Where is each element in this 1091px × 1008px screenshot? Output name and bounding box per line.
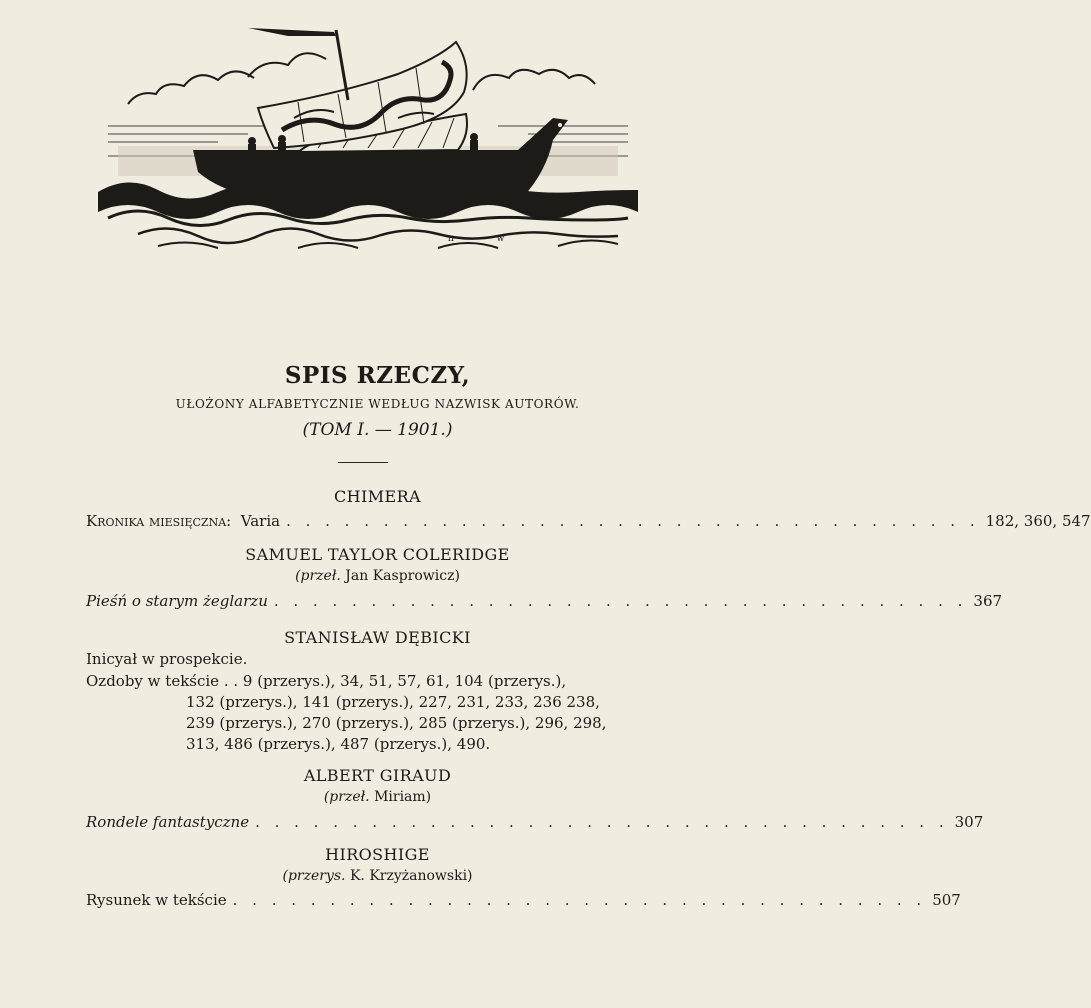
author-heading: STANISŁAW DĘBICKI (284, 628, 471, 647)
entry-text: Inicyał w prospekcie. (86, 650, 248, 668)
entry-continuation: 239 (przerys.), 270 (przerys.), 285 (przerys.), 296, 298, (186, 714, 607, 732)
entry-continuation: 132 (przerys.), 141 (przerys.), 227, 231, 233, 236 238, (186, 693, 600, 711)
entry-label: Kronika miesięczna: Varia (86, 512, 281, 530)
leader-dots: . . . . . . . . . . . . . . . . . . . . . . . . . . . . . . . . . . . . (273, 592, 968, 610)
toc-entry (86, 813, 984, 831)
author-heading: CHIMERA (334, 487, 421, 506)
entry-continuation: 313, 486 (przerys.), 487 (przerys.), 490. (186, 735, 491, 753)
toc-entry (86, 592, 1003, 610)
vignette-monogram: n w (448, 234, 525, 244)
ship-vignette-illustration (98, 22, 638, 254)
leader-dots: . . . . . . . . . . . . . . . . . . . . . . . . . . . . . . . . . . . . (286, 512, 980, 530)
divider-rule (338, 462, 388, 463)
author-heading: SAMUEL TAYLOR COLERIDGE (245, 545, 510, 564)
volume-label: (TOM I. — 1901.) (302, 420, 453, 440)
entry-pages: 307 (954, 813, 984, 831)
entry-label: Rondele fantastyczne (86, 813, 250, 831)
translator-line: (przerys. K. Krzyżanowski) (282, 868, 473, 884)
translator-line: (przeł. Miriam) (323, 789, 432, 805)
author-heading: ALBERT GIRAUD (303, 766, 452, 785)
translator-line: (przeł. Jan Kasprowicz) (295, 568, 460, 584)
entry-pages: 182, 360, 547 (985, 512, 1091, 530)
toc-entry (86, 512, 1091, 530)
entry-label: Pieśń o starym żeglarzu (86, 592, 268, 610)
toc-entry (86, 891, 961, 909)
author-heading: HIROSHIGE (325, 845, 430, 864)
entry-label: Rysunek w tekście (86, 891, 227, 909)
page-subtitle: UŁOŻONY ALFABETYCZNIE WEDŁUG NAZWISK AUTORÓW. (175, 397, 580, 411)
entry-text: Ozdoby w tekście . . 9 (przerys.), 34, 51, 57, 61, 104 (przerys.), (86, 672, 567, 690)
entry-pages: 367 (973, 592, 1003, 610)
entry-pages: 507 (932, 891, 961, 909)
leader-dots: . . . . . . . . . . . . . . . . . . . . . . . . . . . . . . . . . . . . (232, 891, 927, 909)
page-title: SPIS RZECZY, (284, 362, 471, 389)
leader-dots: . . . . . . . . . . . . . . . . . . . . . . . . . . . . . . . . . . . . (255, 813, 949, 831)
